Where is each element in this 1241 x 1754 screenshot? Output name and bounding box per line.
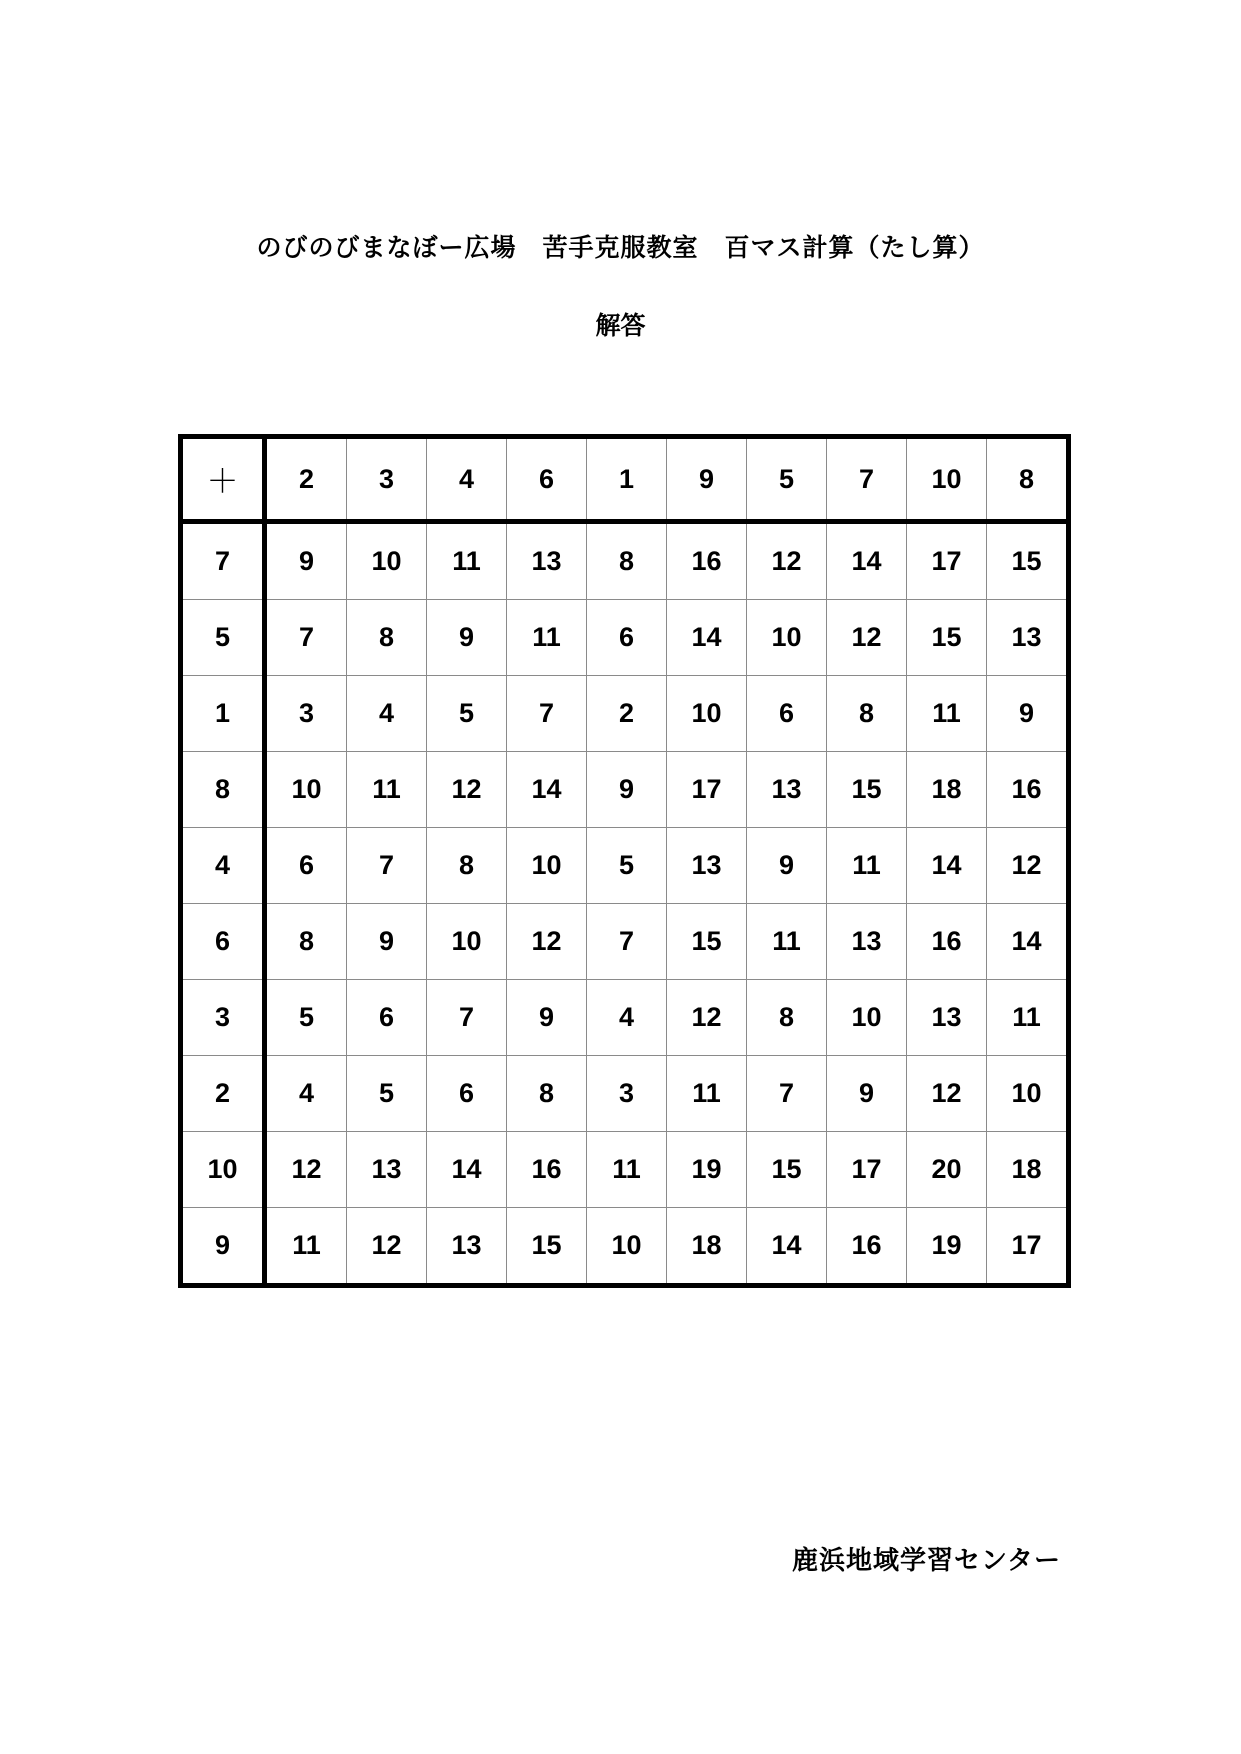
table-row (181, 980, 1069, 1056)
answer-cell: 11 (827, 828, 907, 904)
answer-cell: 12 (265, 1132, 347, 1208)
column-header: 7 (827, 437, 907, 522)
answer-cell: 8 (507, 1056, 587, 1132)
answer-cell: 10 (507, 828, 587, 904)
answer-cell: 14 (507, 752, 587, 828)
answer-cell: 17 (987, 1208, 1069, 1286)
answer-cell: 12 (427, 752, 507, 828)
row-header: 9 (181, 1208, 265, 1286)
answer-cell: 12 (987, 828, 1069, 904)
answer-cell: 15 (907, 600, 987, 676)
answer-cell: 5 (587, 828, 667, 904)
answer-cell: 13 (827, 904, 907, 980)
answer-cell: 15 (827, 752, 907, 828)
page-title: のびのびまなぼー広場 苦手克服教室 百マス計算（たし算） (256, 233, 985, 262)
answer-cell: 7 (587, 904, 667, 980)
answer-cell: 12 (827, 600, 907, 676)
column-header: 3 (347, 437, 427, 522)
table-row (181, 752, 1069, 828)
answer-cell: 7 (427, 980, 507, 1056)
answer-cell: 11 (265, 1208, 347, 1286)
answer-cell: 9 (507, 980, 587, 1056)
answer-cell: 10 (347, 522, 427, 600)
answer-cell: 2 (587, 676, 667, 752)
answer-cell: 9 (987, 676, 1069, 752)
answer-cell: 16 (667, 522, 747, 600)
column-header: 1 (587, 437, 667, 522)
table-row (181, 1056, 1069, 1132)
answer-cell: 5 (347, 1056, 427, 1132)
answer-cell: 13 (747, 752, 827, 828)
answer-cell: 6 (747, 676, 827, 752)
answer-cell: 13 (427, 1208, 507, 1286)
addition-table (178, 434, 1071, 1288)
answer-cell: 4 (347, 676, 427, 752)
answer-cell: 11 (907, 676, 987, 752)
answer-cell: 15 (747, 1132, 827, 1208)
row-header: 2 (181, 1056, 265, 1132)
answer-heading: 解答 (595, 311, 646, 340)
answer-cell: 18 (987, 1132, 1069, 1208)
answer-cell: 17 (907, 522, 987, 600)
answer-cell: 11 (987, 980, 1069, 1056)
row-header: 4 (181, 828, 265, 904)
column-header: 6 (507, 437, 587, 522)
answer-cell: 8 (827, 676, 907, 752)
answer-cell: 7 (507, 676, 587, 752)
table-row (181, 1208, 1069, 1286)
answer-cell: 9 (347, 904, 427, 980)
column-header: 2 (265, 437, 347, 522)
answer-cell: 15 (507, 1208, 587, 1286)
answer-cell: 5 (265, 980, 347, 1056)
answer-cell: 10 (747, 600, 827, 676)
row-header: 5 (181, 600, 265, 676)
answer-cell: 11 (347, 752, 427, 828)
answer-cell: 19 (667, 1132, 747, 1208)
answer-cell: 11 (587, 1132, 667, 1208)
column-header: 5 (747, 437, 827, 522)
answer-cell: 13 (987, 600, 1069, 676)
row-header: 8 (181, 752, 265, 828)
answer-cell: 14 (667, 600, 747, 676)
answer-cell: 10 (827, 980, 907, 1056)
answer-cell: 10 (987, 1056, 1069, 1132)
answer-cell: 7 (747, 1056, 827, 1132)
column-header: 10 (907, 437, 987, 522)
organization-name: 鹿浜地域学習センター (792, 1546, 1061, 1576)
answer-cell: 13 (907, 980, 987, 1056)
answer-cell: 16 (907, 904, 987, 980)
answer-cell: 11 (427, 522, 507, 600)
table-row (181, 522, 1069, 600)
table-row (181, 828, 1069, 904)
answer-cell: 14 (747, 1208, 827, 1286)
answer-cell: 15 (987, 522, 1069, 600)
row-header: 6 (181, 904, 265, 980)
answer-cell: 4 (265, 1056, 347, 1132)
answer-cell: 9 (265, 522, 347, 600)
table-row (181, 1132, 1069, 1208)
answer-cell: 6 (427, 1056, 507, 1132)
plus-sign: ＋ (181, 437, 265, 522)
answer-cell: 10 (427, 904, 507, 980)
answer-cell: 14 (827, 522, 907, 600)
answer-cell: 8 (427, 828, 507, 904)
answer-cell: 9 (427, 600, 507, 676)
answer-cell: 16 (507, 1132, 587, 1208)
table-row (181, 600, 1069, 676)
answer-cell: 17 (667, 752, 747, 828)
answer-cell: 9 (587, 752, 667, 828)
answer-cell: 5 (427, 676, 507, 752)
header-row (181, 437, 1069, 522)
answer-cell: 19 (907, 1208, 987, 1286)
answer-cell: 3 (587, 1056, 667, 1132)
answer-cell: 16 (987, 752, 1069, 828)
column-header: 4 (427, 437, 507, 522)
answer-cell: 13 (507, 522, 587, 600)
answer-cell: 17 (827, 1132, 907, 1208)
hundred-square-grid (178, 434, 1071, 1288)
column-header: 8 (987, 437, 1069, 522)
answer-cell: 14 (427, 1132, 507, 1208)
answer-cell: 12 (667, 980, 747, 1056)
column-header: 9 (667, 437, 747, 522)
answer-cell: 3 (265, 676, 347, 752)
answer-cell: 10 (265, 752, 347, 828)
answer-cell: 8 (265, 904, 347, 980)
answer-cell: 8 (347, 600, 427, 676)
row-header: 7 (181, 522, 265, 600)
answer-cell: 4 (587, 980, 667, 1056)
answer-cell: 8 (747, 980, 827, 1056)
row-header: 10 (181, 1132, 265, 1208)
answer-cell: 20 (907, 1132, 987, 1208)
answer-cell: 14 (987, 904, 1069, 980)
row-header: 1 (181, 676, 265, 752)
row-header: 3 (181, 980, 265, 1056)
answer-cell: 12 (747, 522, 827, 600)
answer-cell: 7 (347, 828, 427, 904)
answer-cell: 11 (747, 904, 827, 980)
answer-cell: 8 (587, 522, 667, 600)
answer-cell: 6 (265, 828, 347, 904)
answer-cell: 13 (347, 1132, 427, 1208)
answer-cell: 10 (587, 1208, 667, 1286)
answer-cell: 18 (907, 752, 987, 828)
answer-cell: 11 (667, 1056, 747, 1132)
answer-cell: 9 (747, 828, 827, 904)
answer-cell: 9 (827, 1056, 907, 1132)
answer-cell: 16 (827, 1208, 907, 1286)
table-row (181, 904, 1069, 980)
table-row (181, 676, 1069, 752)
answer-cell: 14 (907, 828, 987, 904)
answer-cell: 15 (667, 904, 747, 980)
answer-cell: 6 (587, 600, 667, 676)
answer-cell: 12 (907, 1056, 987, 1132)
answer-cell: 12 (347, 1208, 427, 1286)
answer-cell: 7 (265, 600, 347, 676)
answer-cell: 18 (667, 1208, 747, 1286)
answer-cell: 13 (667, 828, 747, 904)
answer-cell: 11 (507, 600, 587, 676)
answer-cell: 10 (667, 676, 747, 752)
answer-cell: 12 (507, 904, 587, 980)
answer-cell: 6 (347, 980, 427, 1056)
